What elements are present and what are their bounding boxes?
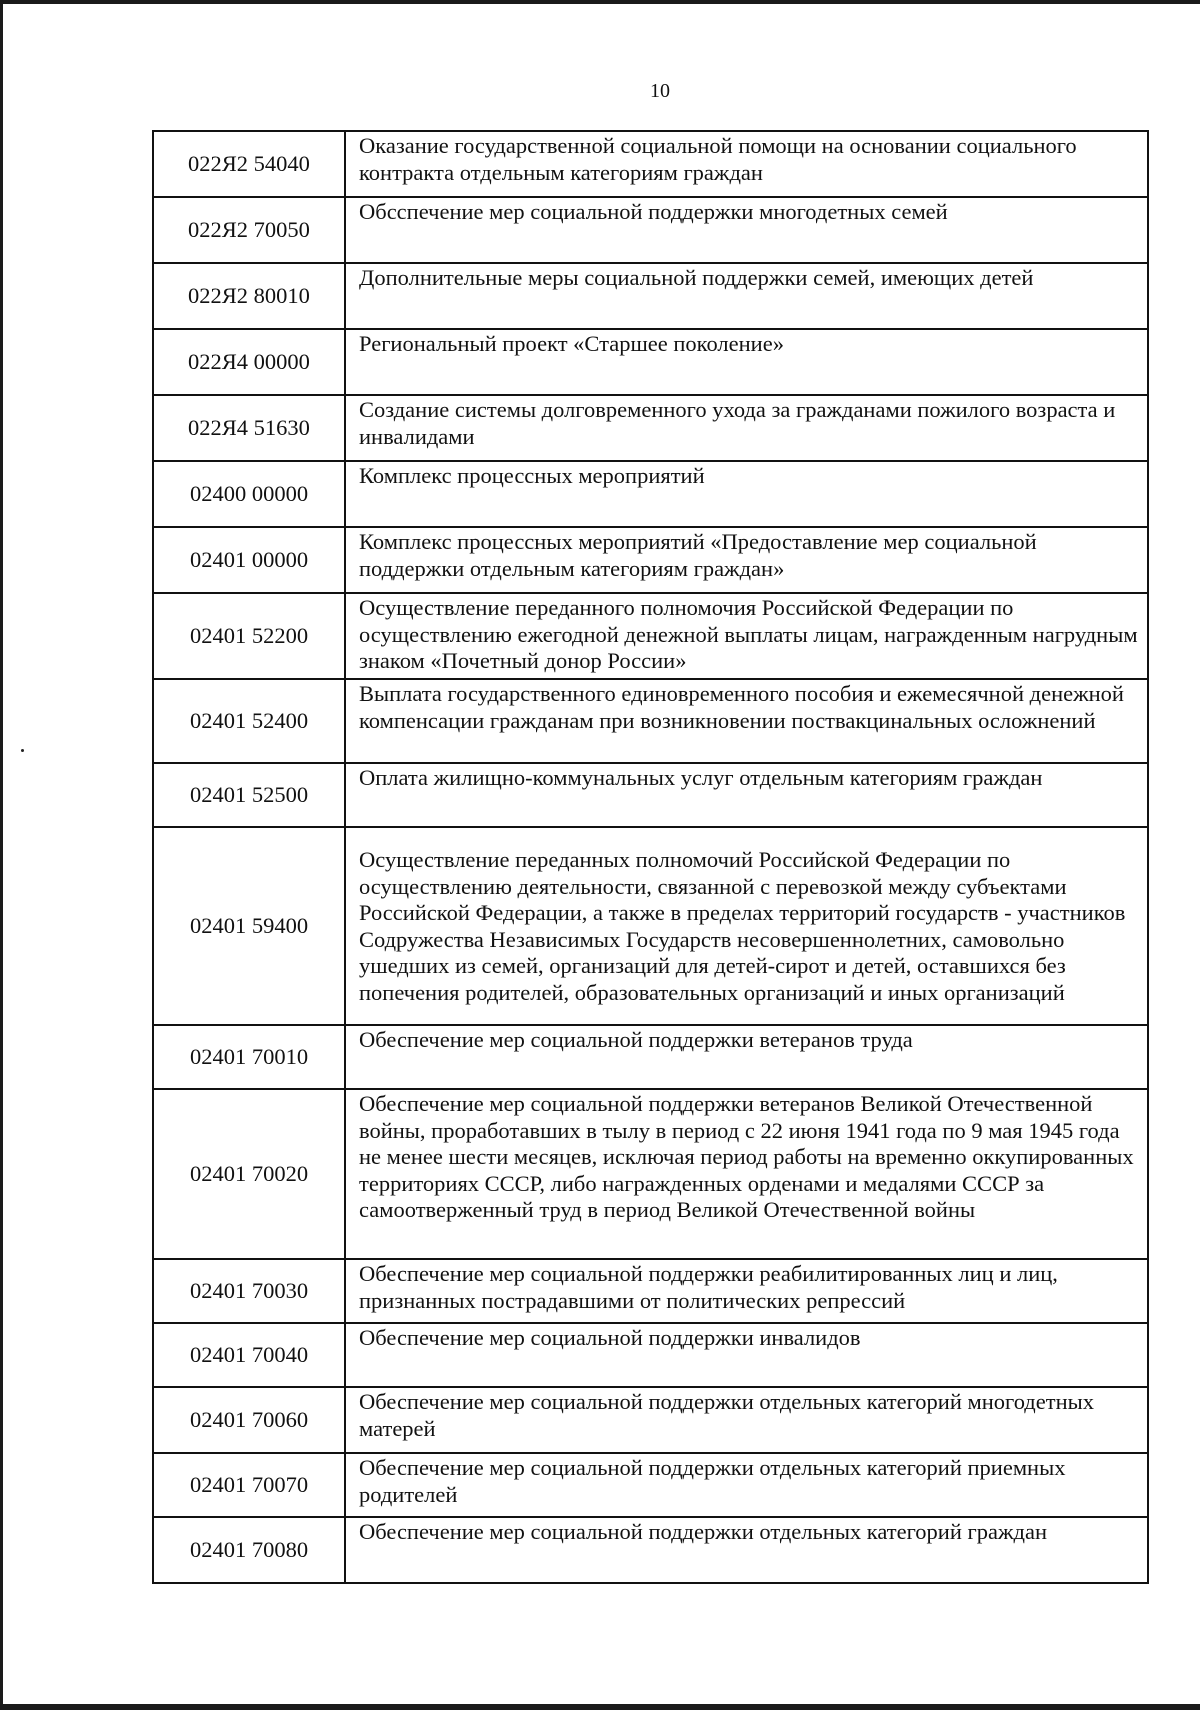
table-row [153,461,1148,527]
target-article-table [152,130,1149,1584]
table-row [153,1025,1148,1089]
description-cell: Обеспечение мер социальной поддержки отдельных категорий многодетных матерей [345,1387,1148,1453]
description-cell: Оказание государственной социальной помощи на основании социального контракта отдельным категориям граждан [345,131,1148,197]
table-row [153,679,1148,763]
code-cell: 02401 59400 [153,827,345,1025]
table-row [153,1517,1148,1583]
code-cell: 02401 70010 [153,1025,345,1089]
code-cell: 02401 70040 [153,1323,345,1387]
code-cell: 022Я4 00000 [153,329,345,395]
table-row [153,1453,1148,1517]
code-cell: 022Я2 80010 [153,263,345,329]
description-cell: Оплата жилищно-коммунальных услуг отдельным категориям граждан [345,763,1148,827]
scan-border-bottom [0,1704,1200,1710]
table-row [153,395,1148,461]
table-row [153,1387,1148,1453]
table-row [153,827,1148,1025]
code-cell: 02401 70070 [153,1453,345,1517]
code-cell: 02401 00000 [153,527,345,593]
table-row [153,1259,1148,1323]
table-row [153,131,1148,197]
description-cell: Обеспечение мер социальной поддержки ветеранов труда [345,1025,1148,1089]
description-cell: Выплата государственного единовременного пособия и ежемесячной денежной компенсации гражданам при возникновении поствакцинальных осложнений [345,679,1148,763]
description-cell: Комплекс процессных мероприятий «Предоставление мер социальной поддержки отдельным категориям граждан» [345,527,1148,593]
description-cell: Обеспечение мер социальной поддержки отдельных категорий приемных родителей [345,1453,1148,1517]
description-cell: Дополнительные меры социальной поддержки семей, имеющих детей [345,263,1148,329]
table-row [153,1323,1148,1387]
scan-border-left [0,0,3,1710]
scan-border-top [0,0,1200,4]
code-cell: 02401 70020 [153,1089,345,1259]
scan-speck [21,749,24,752]
description-cell: Осуществление переданных полномочий Российской Федерации по осуществлению деятельности, связанной с перевозкой между субъектами Российской Федерации, а также в пределах территорий государств - участников Содружества Независимых Государств несовершеннолетних, самовольно ушедших из семей, организаций для детей-сирот и детей, оставшихся без попечения родителей, образовательных организаций и иных организаций [345,827,1148,1025]
table-row [153,1089,1148,1259]
code-cell: 022Я4 51630 [153,395,345,461]
code-cell: 02401 70080 [153,1517,345,1583]
table-row [153,763,1148,827]
description-cell: Осуществление переданного полномочия Российской Федерации по осуществлению ежегодной денежной выплаты лицам, награжденным нагрудным знаком «Почетный донор России» [345,593,1148,679]
description-cell: Обеспечение мер социальной поддержки реабилитированных лиц и лиц, признанных пострадавшими от политических репрессий [345,1259,1148,1323]
description-cell: Обеспечение мер социальной поддержки отдельных категорий граждан [345,1517,1148,1583]
table-row [153,197,1148,263]
page-number: 10 [650,80,670,102]
code-cell: 02401 52200 [153,593,345,679]
description-cell: Обеспечение мер социальной поддержки ветеранов Великой Отечественной войны, проработавших в тылу в период с 22 июня 1941 года по 9 мая 1945 года не менее шести месяцев, исключая период работы на временно оккупированных территориях СССР, либо награжденных орденами и медалями СССР за самоотверженный труд в период Великой Отечественной войны [345,1089,1148,1259]
code-cell: 02401 52500 [153,763,345,827]
code-cell: 02401 52400 [153,679,345,763]
code-cell: 02400 00000 [153,461,345,527]
code-cell: 022Я2 70050 [153,197,345,263]
code-cell: 02401 70060 [153,1387,345,1453]
code-cell: 022Я2 54040 [153,131,345,197]
description-cell: Региональный проект «Старшее поколение» [345,329,1148,395]
table-row [153,263,1148,329]
code-cell: 02401 70030 [153,1259,345,1323]
description-cell: Обеспечение мер социальной поддержки инвалидов [345,1323,1148,1387]
table-row [153,593,1148,679]
description-cell: Обсспечение мер социальной поддержки многодетных семей [345,197,1148,263]
description-cell: Создание системы долговременного ухода за гражданами пожилого возраста и инвалидами [345,395,1148,461]
table-row [153,527,1148,593]
description-cell: Комплекс процессных мероприятий [345,461,1148,527]
table-row [153,329,1148,395]
